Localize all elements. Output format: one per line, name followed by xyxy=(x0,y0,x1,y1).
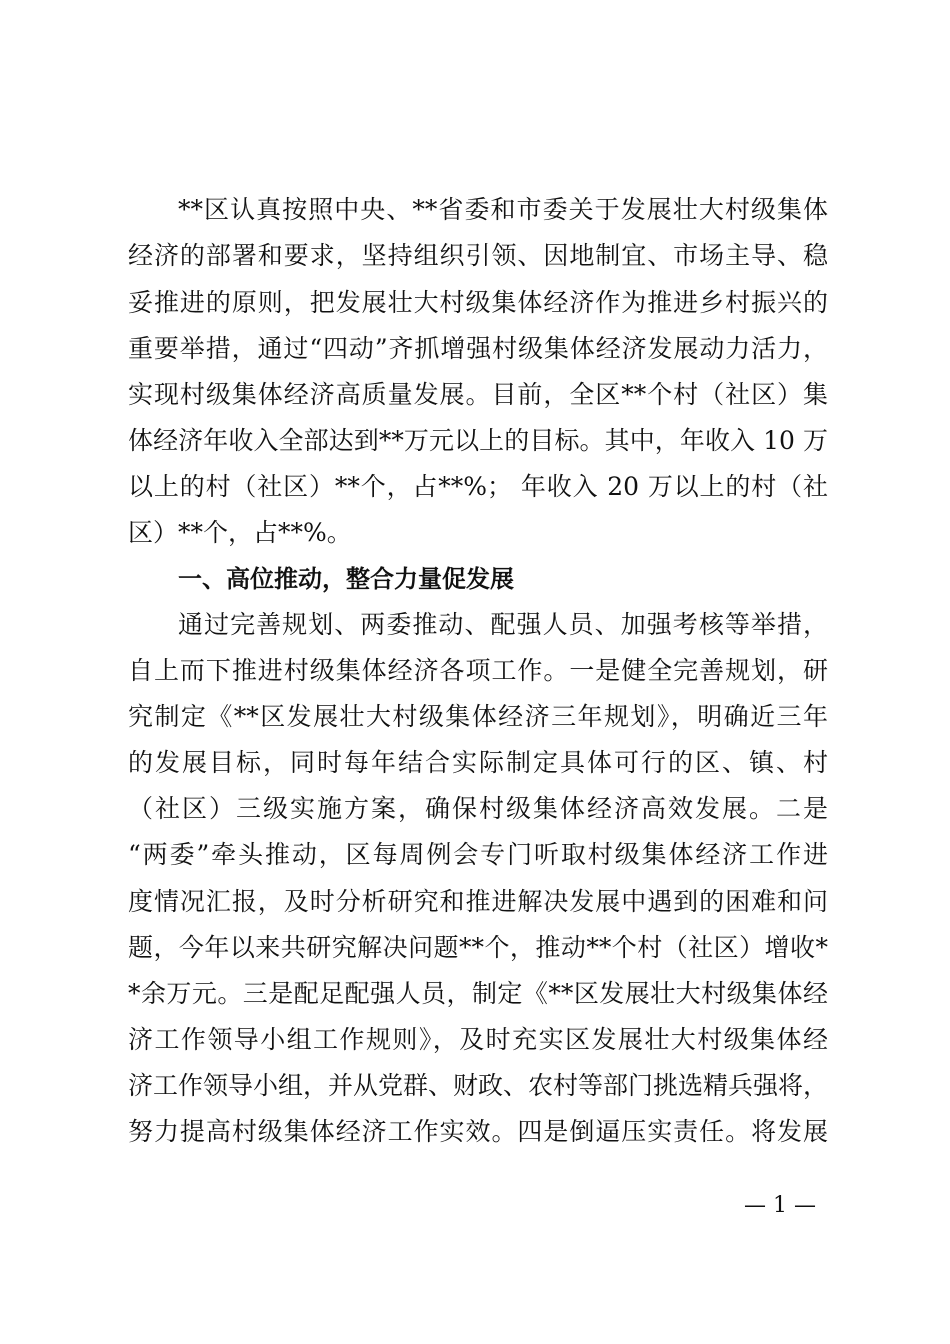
paragraph-2-line-3: 究制定《**区发展壮大村级集体经济三年规划》，明确近三年 xyxy=(128,702,828,731)
section-heading: 一、高位推动，整合力量促发展 xyxy=(178,565,514,593)
paragraph-2-line-6: “两委”牵头推动，区每周例会专门听取村级集体经济工作进 xyxy=(128,840,828,869)
paragraph-1-line-8: 区）**个，占**%。 xyxy=(128,518,352,547)
paragraph-1-line-6: 体经济年收入全部达到**万元以上的目标。其中，年收入 10 万 xyxy=(128,426,828,455)
paragraph-1-line-5: 实现村级集体经济高质量发展。目前，全区**个村（社区）集 xyxy=(128,380,828,409)
paragraph-2-line-5: （社区）三级实施方案，确保村级集体经济高效发展。二是 xyxy=(128,794,828,823)
paragraph-2-line-4: 的发展目标，同时每年结合实际制定具体可行的区、镇、村 xyxy=(128,748,828,777)
paragraph-1-line-3: 妥推进的原则，把发展壮大村级集体经济作为推进乡村振兴的 xyxy=(128,288,828,317)
paragraph-1-line-2: 经济的部署和要求，坚持组织引领、因地制宜、市场主导、稳 xyxy=(128,241,828,270)
paragraph-2-line-2: 自上而下推进村级集体经济各项工作。一是健全完善规划，研 xyxy=(128,656,828,685)
paragraph-2-line-11: 济工作领导小组，并从党群、财政、农村等部门挑选精兵强将， xyxy=(128,1071,829,1100)
paragraph-2-line-9: *余万元。三是配足配强人员，制定《**区发展壮大村级集体经 xyxy=(128,979,828,1008)
paragraph-2-line-12: 努力提高村级集体经济工作实效。四是倒逼压实责任。将发展 xyxy=(128,1117,828,1146)
paragraph-2-line-7: 度情况汇报，及时分析研究和推进解决发展中遇到的困难和问 xyxy=(128,887,828,916)
page-number: — 1 — xyxy=(744,1193,816,1218)
paragraph-2-line-1: 通过完善规划、两委推动、配强人员、加强考核等举措， xyxy=(178,610,828,639)
paragraph-1-line-1: **区认真按照中央、**省委和市委关于发展壮大村级集体 xyxy=(178,195,828,224)
paragraph-2-line-8: 题，今年以来共研究解决问题**个，推动**个村（社区）增收* xyxy=(128,933,828,962)
paragraph-2-line-10: 济工作领导小组工作规则》，及时充实区发展壮大村级集体经 xyxy=(128,1025,828,1054)
paragraph-1-line-4: 重要举措，通过“四动”齐抓增强村级集体经济发展动力活力， xyxy=(128,334,828,363)
paragraph-1-line-7: 以上的村（社区）**个，占**%； 年收入 20 万以上的村（社 xyxy=(128,472,828,501)
